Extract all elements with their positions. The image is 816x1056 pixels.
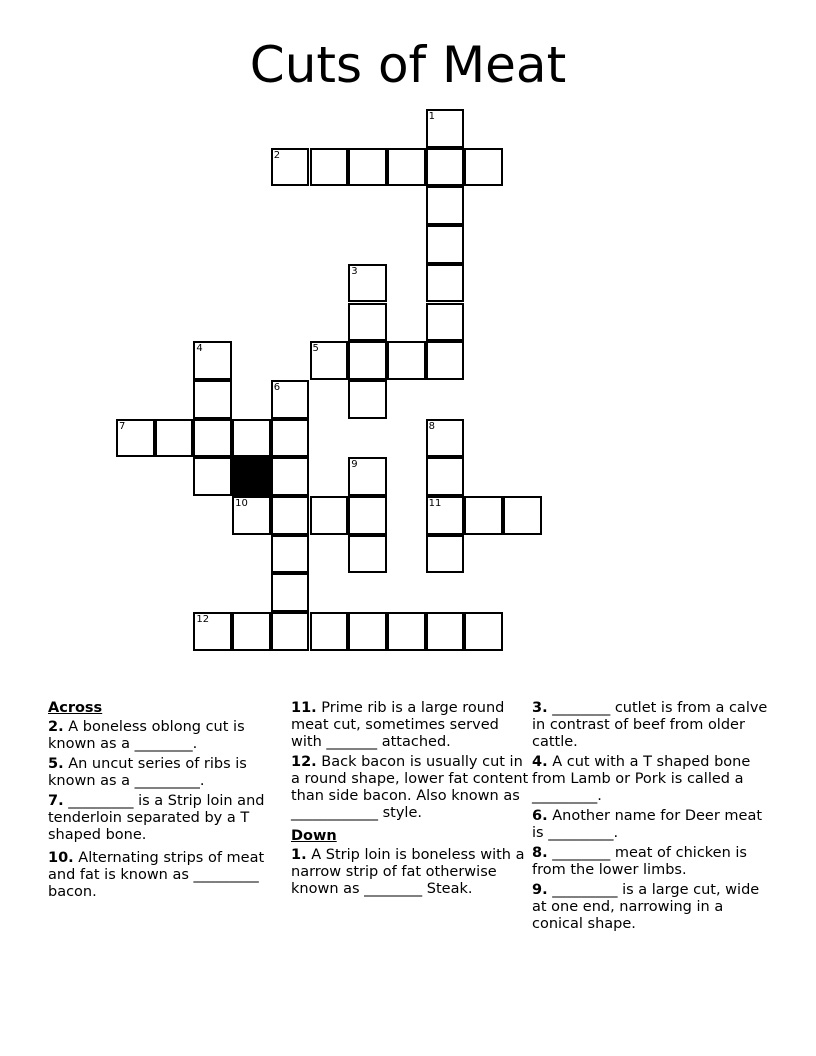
black-cell <box>232 457 271 496</box>
grid-cell[interactable] <box>426 109 465 148</box>
grid-cell[interactable] <box>426 457 465 496</box>
grid-cell[interactable] <box>426 419 465 458</box>
grid-cell[interactable] <box>426 303 465 342</box>
grid-cell[interactable] <box>348 148 387 187</box>
grid-cell[interactable] <box>426 341 465 380</box>
grid-cell[interactable] <box>271 457 310 496</box>
grid-cell[interactable] <box>464 148 503 187</box>
cell-number: 4 <box>196 343 203 355</box>
clue-text: A boneless oblong cut is known as a ________. <box>48 719 245 752</box>
grid-cell[interactable] <box>348 535 387 574</box>
grid-cell[interactable] <box>426 496 465 535</box>
grid-cell[interactable] <box>348 303 387 342</box>
grid-cell[interactable] <box>271 380 310 419</box>
grid-cell[interactable] <box>387 612 426 651</box>
clues-column-2 <box>291 700 529 901</box>
clue-down-8 <box>532 845 777 879</box>
clue-text: A cut with a T shaped bone from Lamb or Pork is called a _________. <box>532 754 751 804</box>
clue-text: Back bacon is usually cut in a round shape, lower fat content than side bacon. Also known as ____________ style. <box>291 754 529 821</box>
clue-down-4 <box>532 754 777 805</box>
clue-number: 8. <box>532 845 548 861</box>
grid-cell[interactable] <box>232 612 271 651</box>
grid-cell[interactable] <box>426 264 465 303</box>
grid-cell[interactable] <box>232 496 271 535</box>
grid-cell[interactable] <box>310 612 349 651</box>
clue-number: 10. <box>48 850 74 866</box>
clue-number: 5. <box>48 756 64 772</box>
clue-number: 12. <box>291 754 317 770</box>
grid-cell[interactable] <box>348 496 387 535</box>
grid-cell[interactable] <box>426 612 465 651</box>
cell-number: 9 <box>351 459 358 471</box>
clue-text: _________ is a large cut, wide at one end, narrowing in a conical shape. <box>532 882 760 932</box>
grid-cell[interactable] <box>426 535 465 574</box>
clue-text: Prime rib is a large round meat cut, sometimes served with _______ attached. <box>291 700 505 750</box>
grid-cell[interactable] <box>193 457 232 496</box>
page-title: Cuts of Meat <box>249 36 567 94</box>
grid-cell[interactable] <box>271 148 310 187</box>
grid-cell[interactable] <box>348 612 387 651</box>
grid-cell[interactable] <box>271 496 310 535</box>
cell-number: 7 <box>119 420 126 432</box>
clue-across-10 <box>48 850 283 901</box>
clue-number: 9. <box>532 882 548 898</box>
grid-cell[interactable] <box>464 612 503 651</box>
cell-number: 1 <box>428 111 435 122</box>
grid-cell[interactable] <box>348 457 387 496</box>
clue-text: ________ meat of chicken is from the lower limbs. <box>532 845 747 878</box>
cell-number: 5 <box>312 343 319 355</box>
grid-cell[interactable] <box>271 419 310 458</box>
clue-text: _________ is a Strip loin and tenderloin separated by a T shaped bone. <box>48 793 265 843</box>
clues-column-3 <box>532 700 777 936</box>
grid-cell[interactable] <box>310 496 349 535</box>
grid-cell[interactable] <box>310 148 349 187</box>
clue-across-7 <box>48 793 283 844</box>
clue-number: 11. <box>291 700 317 716</box>
grid-cell[interactable] <box>193 419 232 458</box>
crossword-grid <box>117 110 544 653</box>
grid-cell[interactable] <box>387 341 426 380</box>
grid-cell[interactable] <box>387 148 426 187</box>
cell-number: 11 <box>428 498 442 509</box>
grid-cell[interactable] <box>193 380 232 419</box>
grid-cell[interactable] <box>155 419 194 458</box>
grid-cell[interactable] <box>271 612 310 651</box>
clues-column-1 <box>48 700 283 904</box>
clue-number: 6. <box>532 808 548 824</box>
cell-number: 12 <box>196 614 210 626</box>
clue-down-9 <box>532 882 777 933</box>
grid-cell[interactable] <box>348 341 387 380</box>
clue-number: 1. <box>291 847 307 863</box>
cell-number: 3 <box>351 265 358 277</box>
clue-number: 4. <box>532 754 548 770</box>
grid-cell[interactable] <box>503 496 542 535</box>
clue-text: Alternating strips of meat and fat is known as _________ bacon. <box>48 850 265 900</box>
clue-across-5 <box>48 756 283 790</box>
across-heading: Across <box>48 700 103 716</box>
grid-cell[interactable] <box>310 341 349 380</box>
clue-number: 3. <box>532 700 548 716</box>
grid-cell[interactable] <box>232 419 271 458</box>
clue-text: A Strip loin is boneless with a narrow strip of fat otherwise known as ________ Steak. <box>291 847 525 897</box>
grid-cell[interactable] <box>426 225 465 264</box>
clue-text: Another name for Deer meat is _________. <box>532 808 763 841</box>
grid-cell[interactable] <box>426 186 465 225</box>
clue-across-12 <box>291 754 529 822</box>
cell-number: 6 <box>273 381 281 393</box>
clue-number: 7. <box>48 793 64 809</box>
cell-number: 2 <box>273 149 281 161</box>
clue-text: An uncut series of ribs is known as a _________. <box>48 756 247 789</box>
clue-down-1 <box>291 847 529 898</box>
clue-number: 2. <box>48 719 64 735</box>
grid-cell[interactable] <box>116 419 155 458</box>
clue-across-11 <box>291 700 529 751</box>
grid-cell[interactable] <box>193 612 232 651</box>
clue-across-2 <box>48 719 283 753</box>
grid-cell[interactable] <box>193 341 232 380</box>
grid-cell[interactable] <box>464 496 503 535</box>
grid-cell[interactable] <box>271 535 310 574</box>
grid-cell[interactable] <box>426 148 465 187</box>
down-heading: Down <box>291 828 337 844</box>
clue-down-3 <box>532 700 777 751</box>
clue-text: ________ cutlet is from a calve in contrast of beef from older cattle. <box>532 700 768 750</box>
cell-number: 10 <box>235 498 248 509</box>
grid-cell[interactable] <box>348 380 387 419</box>
clue-down-6 <box>532 808 777 842</box>
grid-cell[interactable] <box>348 264 387 303</box>
cell-number: 8 <box>428 420 435 432</box>
grid-cell[interactable] <box>271 573 310 612</box>
